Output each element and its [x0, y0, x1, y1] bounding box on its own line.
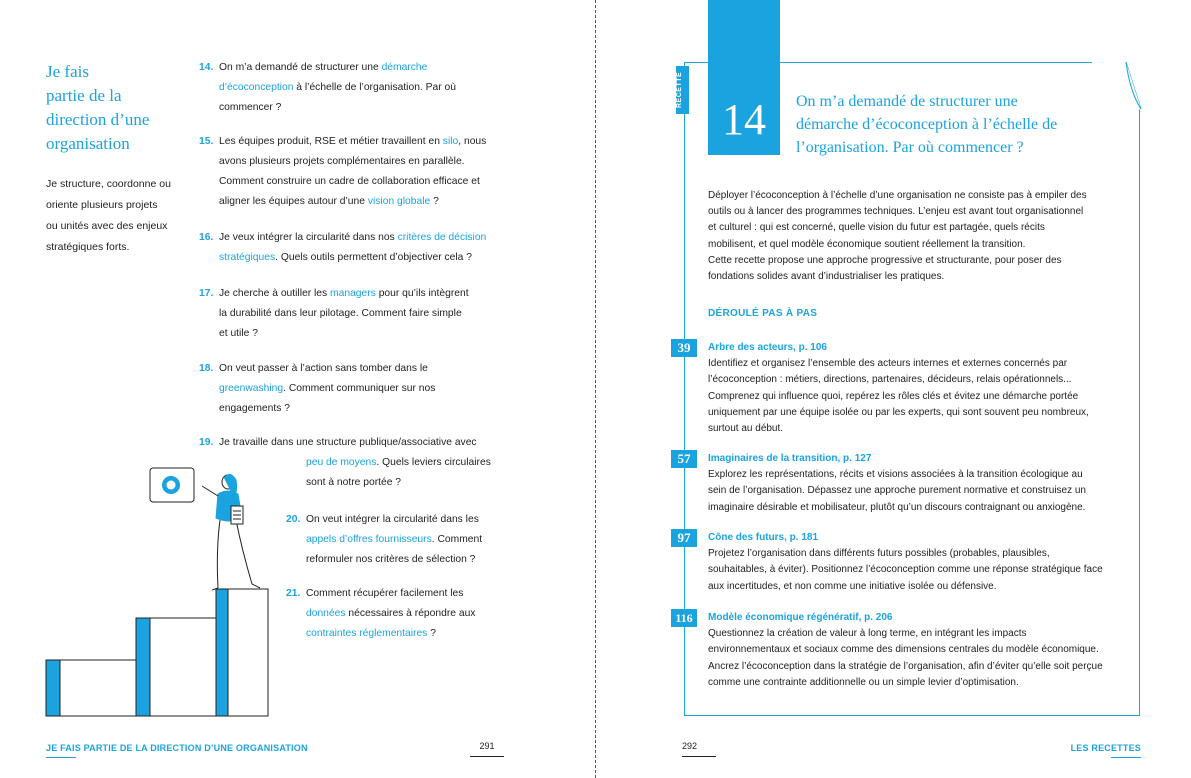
question-text: reformuler nos critères de sélection ? — [306, 554, 476, 565]
question-text: ? — [427, 628, 436, 639]
question-line — [219, 98, 456, 118]
step-line: aux incertitudes, et non comme une initiative isolée ou défensive. — [708, 580, 997, 592]
step-line: environnementaux et sociaux comme des dimensions centrales du modèle économique. — [708, 644, 1099, 656]
question-line — [306, 604, 475, 624]
step-line: uniquement par une équipe isolée ou par les experts, qui sont souvent peu nombreux, — [708, 406, 1089, 418]
question-number: 18. — [199, 363, 214, 374]
question-text: la durabilité dans leur pilotage. Comment faire simple — [219, 308, 462, 319]
section-subtitle-line: ou unités avec des enjeux — [46, 220, 168, 232]
question-text: Les équipes produit, RSE et métier travaillent en — [219, 136, 443, 147]
question-item — [199, 284, 469, 344]
step-line: comme une contrainte additionnelle ou un simple levier d’optimisation. — [708, 676, 1019, 688]
right-page — [596, 0, 1191, 778]
recette-label: RECETTE — [676, 71, 683, 109]
step-line: souhaitables, à éviter). Positionnez l’écoconception comme une réponse stratégique face — [708, 564, 1103, 576]
section-subtitle — [46, 174, 186, 258]
section-title-line: Je fais — [46, 62, 89, 81]
question-number: 15. — [199, 136, 214, 147]
intro-line: Cette recette propose une approche progressive et structurante, pour poser des — [708, 254, 1062, 266]
question-text: , nous — [458, 136, 487, 147]
step-block-2 — [136, 618, 150, 716]
step-title: Imaginaires de la transition, p. 127 — [708, 453, 872, 464]
question-line — [306, 550, 482, 570]
step-line: Ancrez l’écoconception dans la stratégie de l’organisation, afin d’éviter qu’elle soit perçue — [708, 660, 1103, 672]
intro-line: Déployer l’écoconception à l’échelle d’une organisation ne consiste pas à empiler des — [708, 190, 1087, 201]
question-line — [219, 304, 469, 324]
section-subtitle-line: stratégiques forts. — [46, 241, 130, 253]
question-line — [219, 152, 486, 172]
question-item — [286, 584, 476, 644]
highlighted-term: contraintes réglementaires — [306, 628, 428, 639]
highlighted-term: stratégiques — [219, 252, 276, 263]
highlighted-term: données — [306, 608, 346, 619]
question-text: On m’a demandé de structurer une — [219, 62, 382, 73]
person-figure — [202, 474, 260, 590]
question-line — [219, 172, 486, 192]
question-text: à l’échelle de l’organisation. Par où — [293, 82, 456, 93]
question-number: 20. — [286, 514, 301, 525]
question-text: aligner les équipes autour d’une — [219, 196, 368, 207]
question-text: pour qu’ils intègrent — [375, 288, 469, 299]
intro-line: outils ou à lancer des programmes techniques. L’enjeu est avant tout organisationnel — [708, 206, 1084, 218]
question-text: . Quels outils permettent d’objectiver cela ? — [275, 252, 472, 263]
question-number: 14. — [199, 62, 214, 73]
step-line: surtout au début. — [708, 423, 784, 435]
recipe-title-line: démarche d’écoconception à l’échelle de — [796, 116, 1058, 133]
recipe-title-line: l’organisation. Par où commencer ? — [796, 139, 1024, 156]
question-text: commencer ? — [219, 102, 282, 113]
step-page-badge: 97 — [671, 529, 697, 547]
page-number-rule — [682, 756, 716, 757]
question-item — [199, 132, 487, 212]
step-block-1 — [46, 660, 60, 716]
recipe-intro — [708, 188, 1128, 285]
step-item — [708, 610, 1133, 691]
deroule-heading: DÉROULÉ PAS À PAS — [708, 308, 818, 319]
step-title: Arbre des acteurs, p. 106 — [708, 342, 827, 353]
page-number: 292 — [682, 741, 698, 751]
question-text: . Quels leviers circulaires — [376, 457, 491, 468]
step-title: Cône des futurs, p. 181 — [708, 532, 819, 543]
step-item — [708, 340, 1133, 437]
question-item — [286, 510, 483, 570]
highlighted-term: appels d’offres fournisseurs — [306, 534, 432, 545]
left-page — [0, 0, 595, 778]
highlighted-term: peu de moyens — [306, 457, 377, 468]
question-line — [306, 510, 482, 530]
page-number-rule — [470, 756, 504, 757]
question-text: On veut passer à l’action sans tomber dans le — [219, 363, 428, 374]
step-page-badge: 39 — [671, 339, 697, 357]
question-line — [219, 284, 469, 304]
footer-section-label: LES RECETTES — [1070, 743, 1141, 753]
step-line: imaginaire désirable et mobilisateur, plutôt qu’un discours contraignant ou anxiogène. — [708, 501, 1086, 513]
footer-section-label: JE FAIS PARTIE DE LA DIRECTION D’UNE ORGANISATION — [46, 743, 308, 753]
question-text: . Comment — [431, 534, 483, 545]
question-line — [219, 58, 456, 78]
question-text: Comment récupérer facilement les — [306, 588, 464, 599]
section-subtitle-line: oriente plusieurs projets — [46, 199, 158, 211]
question-text: Je travaille dans une structure publique/associative avec — [219, 437, 477, 448]
question-line — [219, 433, 491, 453]
step-page-badge: 116 — [671, 609, 697, 627]
page-number: 291 — [479, 741, 495, 751]
question-line — [219, 132, 486, 152]
question-line — [219, 379, 435, 399]
footer-rule — [1111, 757, 1141, 758]
question-line — [219, 228, 486, 248]
step-title: Modèle économique régénératif, p. 206 — [708, 612, 893, 623]
question-number: 16. — [199, 232, 214, 243]
question-text: nécessaires à répondre aux — [345, 608, 476, 619]
question-text: Comment construire un cadre de collaboration efficace et — [219, 176, 480, 187]
question-line — [219, 359, 435, 379]
highlighted-term: managers — [330, 288, 376, 299]
question-text: sont à notre portée ? — [306, 477, 402, 488]
step-line: Explorez les représentations, récits et visions associées à la transition écologique au — [708, 469, 1083, 481]
step-item — [708, 451, 1133, 516]
question-text: On veut intégrer la circularité dans les — [306, 514, 479, 525]
intro-line: mobilisent, et quel modèle économique soutient réellement la transition. — [708, 238, 1026, 250]
question-text: et utile ? — [219, 328, 258, 339]
question-text: avons plusieurs projets complémentaires en parallèle. — [219, 156, 465, 167]
highlighted-term: d’écoconception — [219, 82, 294, 93]
recipe-title-line: On m’a demandé de structurer une — [796, 93, 1018, 110]
step-line: sein de l’organisation. Dépassez une approche purement normative et construisez un — [708, 485, 1086, 497]
question-text: Je veux intégrer la circularité dans nos — [219, 232, 398, 243]
step-line: Projetez l’organisation dans différents futurs possibles (probables, plausibles, — [708, 548, 1050, 560]
question-number: 19. — [199, 437, 214, 448]
question-line — [219, 192, 486, 212]
question-text: ? — [430, 196, 439, 207]
section-title — [46, 60, 186, 156]
footer-rule — [46, 757, 76, 758]
question-line — [219, 324, 469, 344]
question-text: engagements ? — [219, 403, 290, 414]
highlighted-term: greenwashing — [219, 383, 284, 394]
intro-line: et culturel : qui est concerné, quelle vision du futur est partagée, quels récits — [708, 222, 1045, 234]
question-number: 21. — [286, 588, 301, 599]
section-title-line: organisation — [46, 134, 130, 153]
question-number: 17. — [199, 288, 214, 299]
section-title-line: partie de la — [46, 86, 122, 105]
question-item — [199, 228, 487, 268]
highlighted-term: vision globale — [367, 196, 431, 207]
step-line: Identifiez et organisez l’ensemble des acteurs internes et externes concernés par — [708, 358, 1068, 370]
highlighted-term: démarche — [381, 62, 428, 73]
question-text: Je cherche à outiller les — [219, 288, 331, 299]
highlighted-term: critères de décision — [397, 232, 487, 243]
section-subtitle-line: Je structure, coordonne ou — [46, 178, 171, 190]
highlighted-term: silo — [442, 136, 459, 147]
question-item — [199, 58, 456, 118]
step-line: l’écoconception : métiers, directions, partenaires, décideurs, relais opérationnels... — [708, 374, 1072, 386]
section-title-line: direction d’une — [46, 110, 150, 129]
step-block-3 — [216, 589, 228, 716]
question-line — [306, 530, 482, 550]
step-line: Questionnez la création de valeur à long terme, en intégrant les impacts — [708, 628, 1027, 640]
question-item — [199, 359, 436, 419]
recipe-title — [796, 90, 1126, 159]
intro-line: fondations solides avant d’industrialiser les pratiques. — [708, 271, 945, 283]
question-line — [219, 78, 456, 98]
presentation-screen-icon — [150, 468, 194, 502]
question-line — [306, 624, 475, 644]
question-line — [219, 248, 486, 268]
stairs-illustration — [40, 462, 280, 722]
step-item — [708, 530, 1133, 595]
step-page-badge: 57 — [671, 450, 697, 468]
question-line — [306, 584, 475, 604]
question-text: . Comment communiquer sur nos — [283, 383, 436, 394]
question-line — [219, 399, 435, 419]
recipe-number: 14 — [722, 95, 766, 144]
step-line: Comprenez qui influence quoi, repérez les rôles clés et évitez une démarche portée — [708, 390, 1079, 402]
